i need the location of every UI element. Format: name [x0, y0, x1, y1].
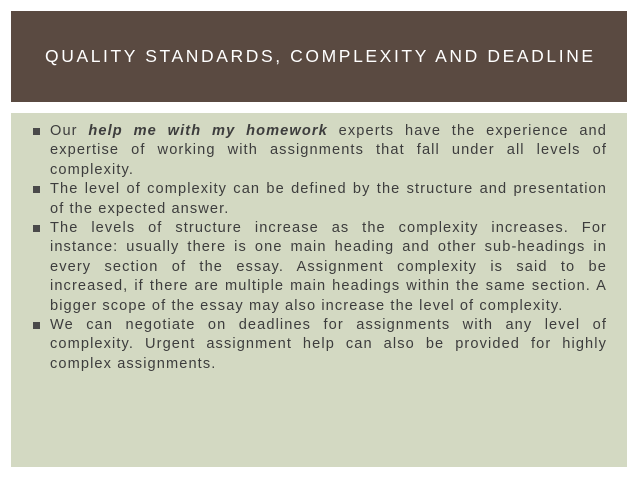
bullet-item — [33, 219, 607, 316]
content-box — [11, 113, 627, 467]
bullet-text-end: experts have the experience and expertise of working with assignments that fall under all levels of complexity. — [50, 123, 607, 178]
square-bullet-icon — [33, 225, 40, 232]
square-bullet-icon — [33, 128, 40, 135]
bullet-text: The level of complexity can be defined by the structure and presentation of the expected answer. — [50, 181, 607, 217]
bullet-text: The levels of structure increase as the complexity increases. For instance: usually there is one main heading and other sub-headings in every section of the essay. Assignment complexity is said to be increased, if there are multiple main headings within the same section. A bigger scope of the essay may also increase the level of complexity. — [50, 220, 607, 314]
bullet-item — [33, 180, 607, 219]
square-bullet-icon — [33, 186, 40, 193]
bullet-item — [33, 316, 607, 374]
bullet-item — [33, 122, 607, 180]
slide-title: QUALITY STANDARDS, COMPLEXITY AND DEADLINE — [45, 46, 596, 66]
bullet-text: We can negotiate on deadlines for assignments with any level of complexity. Urgent assignment help can also be provided for highly complex assignments. — [50, 317, 607, 372]
square-bullet-icon — [33, 322, 40, 329]
title-bar — [11, 11, 627, 102]
bullet-text-start: Our — [50, 123, 89, 139]
bullet-list — [33, 122, 607, 374]
keyword-emphasis: help me with my homework — [88, 123, 328, 139]
